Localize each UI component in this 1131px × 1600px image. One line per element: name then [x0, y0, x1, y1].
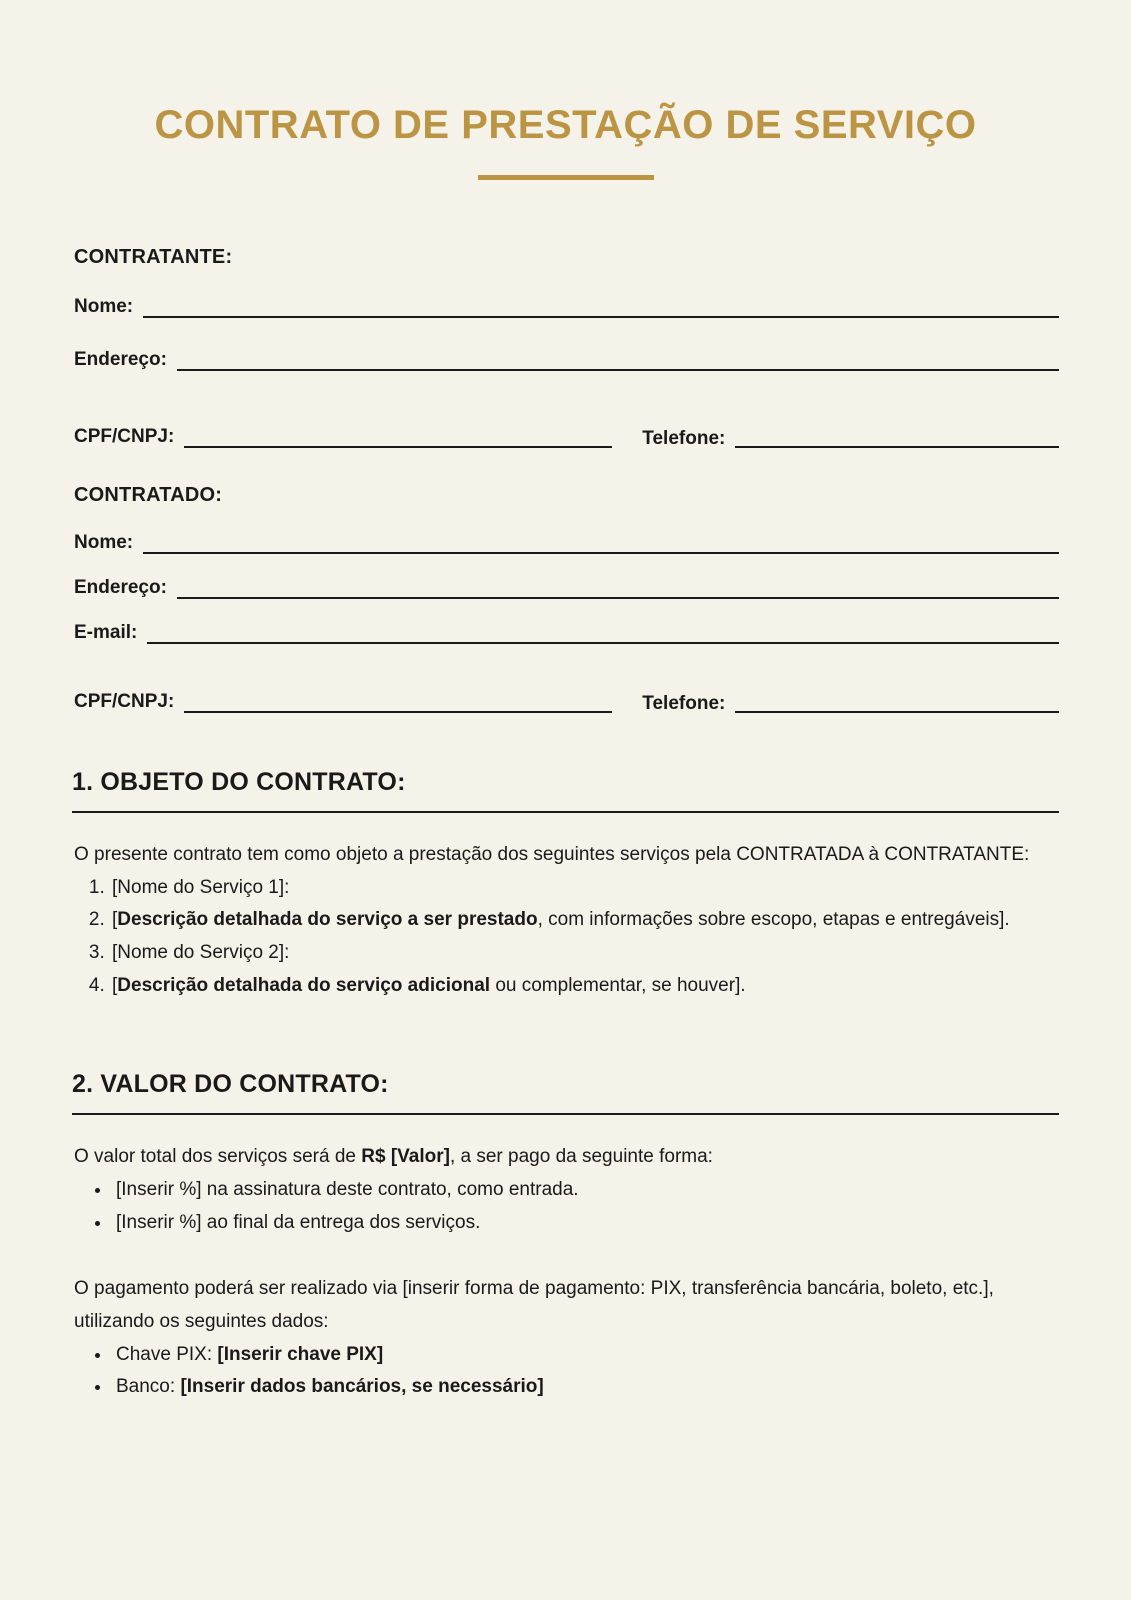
section-1-divider — [72, 811, 1059, 813]
contratado-endereco-label: Endereço: — [74, 577, 167, 598]
section-2-intro — [74, 1141, 1041, 1174]
contratado-heading: CONTRATADO: — [74, 484, 223, 506]
list-item — [112, 1371, 1041, 1404]
section-2-heading: 2. VALOR DO CONTRATO: — [72, 1070, 389, 1099]
contratante-nome-label: Nome: — [74, 296, 134, 317]
section-2-intro-after: , a ser pago da seguinte forma: — [449, 1146, 713, 1168]
section-1-heading: 1. OBJETO DO CONTRATO: — [72, 768, 406, 796]
contratado-nome-input[interactable] — [143, 552, 1059, 554]
section-1-service-list — [74, 872, 1041, 1003]
section-1-intro: O presente contrato tem como objeto a prestação dos seguintes serviços pela CONTRATADA à CONTRATANTE: — [74, 844, 1030, 865]
section-valor-do-contrato — [0, 1070, 1131, 1404]
chave-pix-label: Chave PIX: — [116, 1343, 218, 1365]
contratante-nome-row — [74, 297, 1059, 318]
contratado-nome-label: Nome: — [74, 532, 134, 553]
list-item — [110, 937, 1041, 970]
list-item — [112, 1339, 1041, 1372]
section-objeto-do-contrato — [0, 768, 1131, 1002]
contratado-endereco-input[interactable] — [177, 597, 1059, 599]
contratante-telefone-label: Telefone: — [642, 428, 726, 449]
contratado-cpf-telefone-row — [74, 668, 1059, 713]
contratante-endereco-row — [74, 350, 1059, 371]
banco-value: [Inserir dados bancários, se necessário] — [180, 1376, 544, 1398]
list-item — [110, 872, 1041, 905]
contratado-block — [74, 484, 1059, 713]
contratado-email-row — [74, 623, 1059, 644]
list-item-prefix: [ — [112, 974, 118, 996]
list-item-prefix: [ — [112, 909, 118, 931]
chave-pix-value: [Inserir chave PIX] — [217, 1343, 384, 1365]
list-item: • [Inserir %] na assinatura deste contrato, como entrada. — [112, 1174, 1041, 1207]
contratante-nome-input[interactable] — [143, 316, 1059, 318]
banco-label: Banco: — [116, 1376, 181, 1398]
list-item-text: ou complementar, se houver]. — [490, 974, 746, 996]
section-2-bank-details-list — [74, 1339, 1041, 1404]
contratado-endereco-row — [74, 578, 1059, 599]
contratante-endereco-input[interactable] — [177, 369, 1059, 371]
contratante-block — [74, 246, 1059, 448]
section-2-divider — [72, 1113, 1059, 1115]
list-item — [110, 904, 1041, 937]
contratado-cpf-cnpj-label: CPF/CNPJ: — [74, 691, 175, 712]
contratante-heading: CONTRATANTE: — [74, 246, 233, 268]
list-item — [110, 970, 1041, 1003]
contratante-cpf-cnpj-input[interactable] — [184, 446, 612, 448]
contratado-email-input[interactable] — [147, 642, 1059, 644]
list-item-bold: Descrição detalhada do serviço a ser prestado — [117, 909, 538, 931]
contratante-telefone-input[interactable] — [735, 446, 1059, 448]
contratante-cpf-cnpj-label: CPF/CNPJ: — [74, 426, 175, 447]
list-item-text: , com informações sobre escopo, etapas e entregáveis]. — [537, 909, 1010, 931]
contratado-nome-row — [74, 533, 1059, 554]
contratado-email-label: E-mail: — [74, 622, 138, 643]
section-2-intro-before: O valor total dos serviços será de — [74, 1146, 362, 1168]
title-divider — [478, 175, 654, 180]
list-item: • [Inserir %] ao final da entrega dos serviços. — [112, 1207, 1041, 1240]
list-item-text: [Nome do Serviço 2]: — [112, 942, 290, 964]
contratante-endereco-label: Endereço: — [74, 349, 167, 370]
list-item-bold: Descrição detalhada do serviço adicional — [117, 974, 491, 996]
contratante-cpf-telefone-row — [74, 403, 1059, 448]
contratado-telefone-label: Telefone: — [642, 693, 726, 714]
list-item-text: [Nome do Serviço 1]: — [112, 876, 290, 898]
contratado-cpf-cnpj-input[interactable] — [184, 711, 612, 713]
contratado-telefone-input[interactable] — [735, 711, 1059, 713]
section-2-payment-terms-list — [74, 1174, 1041, 1239]
section-2-intro-value: R$ [Valor] — [361, 1146, 450, 1168]
page-title: CONTRATO DE PRESTAÇÃO DE SERVIÇO — [154, 103, 977, 147]
section-2-payment-method: O pagamento poderá ser realizado via [inserir forma de pagamento: PIX, transferência bancária, boleto, etc.], utilizando os seguintes dados: — [74, 1278, 994, 1333]
